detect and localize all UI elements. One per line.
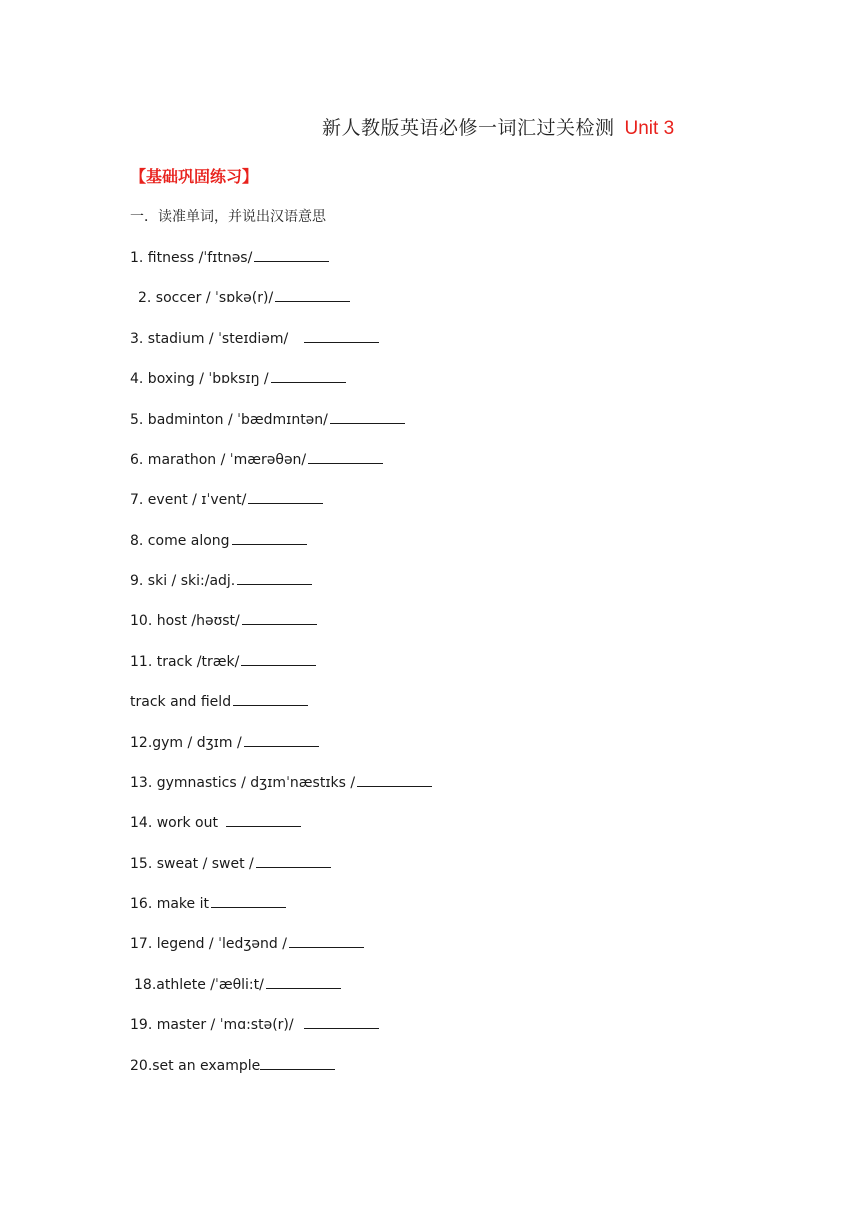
answer-blank — [226, 814, 301, 827]
answer-blank — [271, 370, 346, 383]
vocab-item — [130, 490, 323, 510]
vocab-item — [130, 329, 379, 349]
answer-blank — [304, 330, 379, 343]
answer-blank — [244, 734, 319, 747]
answer-blank — [232, 532, 307, 545]
vocab-term: 8. come along — [130, 533, 230, 549]
vocab-term: 18.athlete /ˈæθli:t/ — [134, 977, 264, 993]
vocab-item — [130, 571, 312, 591]
vocab-term: 10. host /həʊst/ — [130, 613, 240, 629]
vocab-item — [130, 854, 331, 874]
answer-blank — [248, 491, 323, 504]
answer-blank — [275, 289, 350, 302]
vocab-item — [130, 773, 432, 793]
answer-blank — [254, 249, 329, 262]
answer-blank — [241, 653, 316, 666]
vocab-term: 3. stadium / ˈsteɪdiəm/ — [130, 331, 289, 347]
vocab-term: 12.gym / dʒɪm / — [130, 735, 242, 751]
vocab-item — [130, 611, 317, 631]
vocab-term: 13. gymnastics / dʒɪmˈnæstɪks / — [130, 775, 356, 791]
vocab-term: 19. master / ˈmɑ:stə(r)/ — [130, 1017, 294, 1033]
answer-blank — [289, 935, 364, 948]
vocab-term: 9. ski / ski:/adj. — [130, 573, 236, 589]
answer-blank — [233, 693, 308, 706]
vocab-item — [130, 934, 364, 954]
vocab-item — [130, 450, 383, 470]
vocab-term: 20.set an example — [130, 1058, 261, 1074]
vocab-item — [134, 975, 341, 995]
vocab-term: 6. marathon / ˈmærəθən/ — [130, 452, 307, 468]
vocab-term: 1. fitness /ˈfɪtnəs/ — [130, 250, 253, 266]
vocab-item — [130, 733, 319, 753]
exercise-instruction: 一．读准单词，并说出汉语意思 — [130, 209, 326, 225]
vocab-term: 15. sweat / swet / — [130, 856, 254, 872]
vocab-term: 17. legend / ˈledʒənd / — [130, 936, 287, 952]
vocab-item — [130, 692, 308, 712]
vocab-item — [130, 1015, 379, 1035]
vocab-item — [130, 1056, 335, 1076]
vocab-item — [138, 288, 350, 308]
vocab-item — [130, 369, 346, 389]
vocab-term: 11. track /træk/ — [130, 654, 240, 670]
answer-blank — [304, 1016, 379, 1029]
vocab-term: 16. make it — [130, 896, 209, 912]
title-unit: Unit 3 — [624, 118, 675, 139]
page-title — [322, 114, 674, 143]
vocab-item — [130, 894, 286, 914]
vocab-term: 4. boxing / ˈbɒksɪŋ / — [130, 371, 269, 387]
answer-blank — [357, 774, 432, 787]
answer-blank — [308, 451, 383, 464]
answer-blank — [266, 976, 341, 989]
answer-blank — [211, 895, 286, 908]
vocab-term: track and field — [130, 694, 232, 710]
answer-blank — [260, 1057, 335, 1070]
vocab-term: 14. work out — [130, 815, 218, 831]
vocab-item — [130, 410, 405, 430]
vocab-item — [130, 813, 301, 833]
answer-blank — [256, 855, 331, 868]
answer-blank — [242, 612, 317, 625]
vocab-term: 2. soccer / ˈsɒkə(r)/ — [138, 290, 274, 306]
answer-blank — [330, 411, 405, 424]
answer-blank — [237, 572, 312, 585]
section-heading: 【基础巩固练习】 — [130, 167, 259, 186]
vocab-term: 5. badminton / ˈbædmɪntən/ — [130, 412, 328, 428]
vocab-item — [130, 248, 329, 268]
vocab-item — [130, 652, 316, 672]
vocab-term: 7. event / ɪˈvent/ — [130, 492, 247, 508]
title-chinese: 新人教版英语必修一词汇过关检测 — [322, 117, 615, 139]
vocab-item — [130, 531, 307, 551]
